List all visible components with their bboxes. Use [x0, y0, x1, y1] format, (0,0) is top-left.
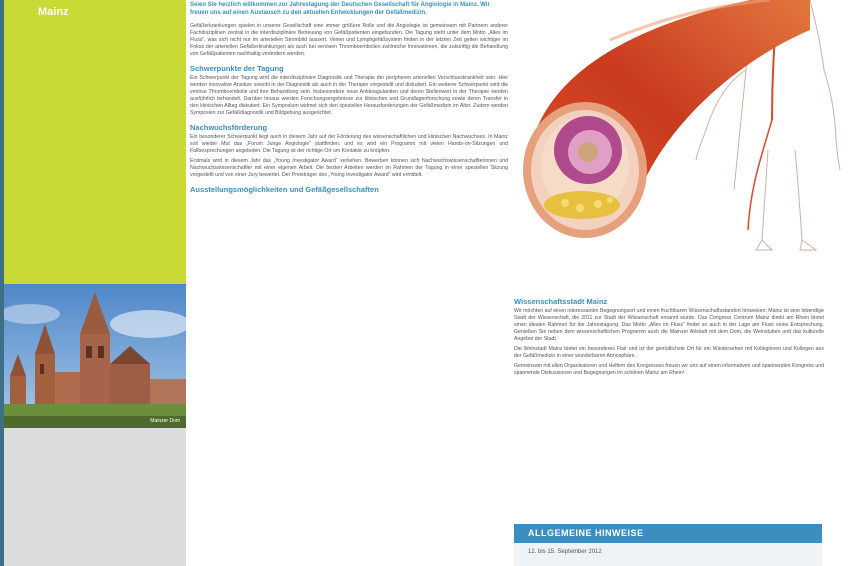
paragraph: Gemeinsam mit allen Organisatoren und Helfern des Kongresses freuen wir uns auf einen informativen und spannenden Kongress und spannende Diskussionen und Begegnungen im schönen Mainz am Rhein! [514, 363, 824, 376]
paragraph: Ein Schwerpunkt der Tagung wird die interdisziplinäre Diagnostik und Therapie der peripheren arteriellen Verschlusskrankheit sein. Hier werden innovative Ansätze sowohl in der Diagnostik als auch in der Therapie vorgestellt und diskutiert. Ein weiterer Schwerpunkt wird die venöse Thromboembolie und ihre Behandlung sein. Insbesondere neue Antikoagulantien und deren Stellenwert in der Therapie werden ausführlich behandelt. Darüber hinaus werden Forschungsergebnisse zur klinischen und Grundlagenforschung sowie deren Transfer in den klinischen Alltag diskutiert. Ein Symposium widmet sich den speziellen Herausforderungen der Gefäßmedizin im Alter. Zudem werden Symposien zur Gefäßdiagnostik und Bildgebung ausgerichtet. [190, 75, 508, 116]
paragraph: Wir möchten auf einen interessanten Begegnungsort und einen fruchtbaren Wissenschaftsstandort hinweisen: Mainz ist eine lebendige Stadt der Wissenschaft, die 2011 zur Stadt der Wissenschaft ernannt wurde. Das Congress Centrum Mainz direkt am Rhein bietet einen idealen Rahmen für die Jahrestagung. Das Motto „Alles im Fluss“ findet so auch in der Lage am Fluss seine Entsprechung. Genießen Sie neben dem wissenschaftlichen Programm auch die Mainzer Altstadt mit dem Dom, die Weinstuben und das kulturelle Angebot der Stadt. [514, 308, 824, 342]
event-date: 12. bis 15. September 2012 [528, 549, 602, 555]
right-text-column [514, 297, 824, 380]
left-edge-strip [0, 0, 4, 566]
sidebar-title: Mainz [38, 6, 69, 18]
info-box-header: ALLGEMEINE HINWEISE [514, 524, 822, 543]
intro-text: Seien Sie herzlich willkommen zur Jahrestagung der Deutschen Gesellschaft für Angiologie in Mainz. Wir freuen uns auf einen Austausch zu den aktuellen Entwicklungen der Gefäßmedizin. [190, 2, 490, 16]
vessel-graphic [510, 0, 850, 280]
section-heading: Wissenschaftsstadt Mainz [514, 297, 608, 306]
cathedral-photo [0, 284, 186, 428]
general-info-box [514, 524, 822, 566]
blood-vessel-illustration [510, 0, 850, 280]
sidebar-green-panel [0, 0, 186, 284]
paragraph: Ein besonderer Schwerpunkt liegt auch in diesem Jahr auf der Förderung des wissenschaftlichen und klinischen Nachwuchses. In Mainz soll wieder Mut das „Forum Junge Angiologie“ stattfinden, und es wird ein Programm mit vielen Hands-on-Sitzungen und Fallbesprechungen angeboten. Die Tagung ist der richtige Ort um Kontakte zu knüpfen. [190, 134, 508, 154]
left-text-column [190, 0, 508, 196]
paragraph: Die Weinstadt Mainz bietet ein besonderes Flair und ist der gemütlichste Ort für ein Wiedersehen mit Kolleginnen und Kollegen aus der Gefäßmedizin in einer wunderbaren Atmosphäre. [514, 346, 824, 359]
photo-caption: Mainzer Dom [150, 418, 180, 424]
cathedral-illustration [0, 284, 186, 428]
paragraph: Gefäßerkrankungen spielen in unserer Gesellschaft eine immer größere Rolle und die Angiologie ist gemeinsam mit Partnern anderer Fachdisziplinen zentral in die interdisziplinäre Betreuung von Gefäßpatienten eingebunden. Die Tagung steht unter dem Motto „Alles im Fluss“, was sich nicht nur im arteriellen Strombild äussert. Venen und Lymphgefäßsystem finden in der letzten Zeit gelten wichtiger im Fokus der arteriellen Gefäßerkrankungen als auch bei venösen Thromboembolien zahlreiche Innovationen, die zukünftig die Behandlung von Gefäßpatienten nachhaltig verändern werden. [190, 23, 508, 57]
section-heading: Schwerpunkte der Tagung [190, 64, 284, 73]
section-heading: Nachwuchsförderung [190, 123, 268, 132]
section-heading: Ausstellungsmöglichkeiten und Gefäßgesellschaften [190, 185, 379, 194]
paragraph: Erstmals wird in diesem Jahr das „Young Investigator Award“ verliehen. Bewerben können sich Nachwuchswissenschaftlerinnen und Nachwuchswissenschaftler mit einer eigenen Arbeit. Die besten Arbeiten werden im Rahmen der Tagung in einer speziellen Sitzung vorgestellt und von einer Jury bewertet. Der Preisträger des „Young Investigator Award“ wird ermittelt. [190, 158, 508, 178]
sidebar [0, 0, 186, 566]
